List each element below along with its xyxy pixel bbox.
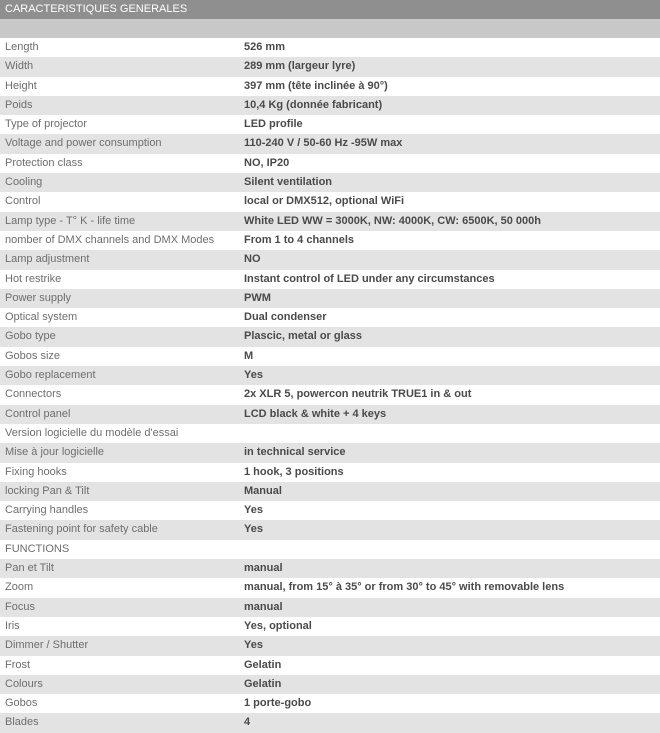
row-value: PWM — [244, 291, 271, 304]
table-row — [0, 578, 660, 597]
row-value: M — [244, 349, 254, 362]
table-row — [0, 115, 660, 134]
table-row — [0, 501, 660, 520]
table-row — [0, 598, 660, 617]
row-label: Connectors — [5, 388, 62, 401]
table-row — [0, 347, 660, 366]
table-row — [0, 636, 660, 655]
row-value: From 1 to 4 channels — [244, 233, 355, 246]
table-row — [0, 289, 660, 308]
table-row — [0, 57, 660, 76]
row-value: 1 hook, 3 positions — [244, 465, 344, 478]
table-row — [0, 308, 660, 327]
row-value: White LED WW = 3000K, NW: 4000K, CW: 6500K, 50 000h — [244, 214, 541, 227]
table-row — [0, 443, 660, 462]
row-label: Lamp type - T° K - life time — [5, 214, 136, 227]
row-label: Control — [5, 195, 41, 208]
row-label: Control panel — [5, 407, 71, 420]
table-row — [0, 212, 660, 231]
row-label: Cooling — [5, 176, 43, 189]
row-label: Voltage and power consumption — [5, 137, 162, 150]
table-row — [0, 38, 660, 57]
row-value: Gelatin — [244, 658, 282, 671]
row-label: Colours — [5, 677, 43, 690]
row-value: Yes — [244, 639, 263, 652]
table-row — [0, 250, 660, 269]
row-label: Gobo replacement — [5, 369, 96, 382]
row-value — [244, 424, 660, 443]
row-value: manual — [244, 562, 283, 575]
table-row — [0, 559, 660, 578]
row-value: 289 mm (largeur lyre) — [244, 60, 356, 73]
row-value: 4 — [244, 716, 251, 729]
table-row — [0, 134, 660, 153]
table-row — [0, 231, 660, 250]
table-row — [0, 270, 660, 289]
table-row — [0, 77, 660, 96]
row-label: Fastening point for safety cable — [5, 523, 158, 536]
table-row — [0, 405, 660, 424]
row-value: Manual — [244, 484, 282, 497]
table-row — [0, 385, 660, 404]
row-value: LCD black & white + 4 keys — [244, 407, 387, 420]
row-label: Length — [5, 41, 39, 53]
row-label: Protection class — [5, 156, 83, 169]
row-label: Height — [5, 79, 37, 92]
row-label: Fixing hooks — [5, 465, 67, 478]
row-value: Yes — [244, 369, 263, 382]
section-header: CARACTERISTIQUES GENERALES — [0, 0, 660, 19]
row-value: 397 mm (tête inclinée à 90°) — [244, 79, 388, 92]
table-row — [0, 327, 660, 346]
table-row — [0, 675, 660, 694]
table-row — [0, 96, 660, 115]
row-value: Yes, optional — [244, 619, 312, 632]
row-value — [244, 540, 660, 559]
table-row — [0, 463, 660, 482]
table-row — [0, 424, 660, 443]
row-label: Pan et Tilt — [5, 562, 54, 575]
row-label: Focus — [5, 600, 35, 613]
row-label: Gobos size — [5, 349, 61, 362]
table-row — [0, 366, 660, 385]
row-label: Gobo type — [5, 330, 56, 343]
row-label: Zoom — [5, 581, 34, 594]
row-value: in technical service — [244, 446, 346, 459]
row-value: LED profile — [244, 118, 303, 131]
row-label: Hot restrike — [5, 272, 62, 285]
table-row — [0, 656, 660, 675]
row-label: Lamp adjustment — [5, 253, 90, 266]
row-label: Blades — [5, 716, 39, 729]
row-value: local or DMX512, optional WiFi — [244, 195, 405, 208]
table-row — [0, 482, 660, 501]
row-value: NO, IP20 — [244, 156, 290, 169]
row-value: 526 mm — [244, 41, 285, 53]
row-label: locking Pan & Tilt — [5, 484, 90, 497]
row-label: nomber of DMX channels and DMX Modes — [5, 233, 215, 246]
row-value: Yes — [244, 504, 263, 517]
row-value: 10,4 Kg (donnée fabricant) — [244, 98, 383, 111]
row-value: Dual condenser — [244, 311, 327, 324]
row-label: Power supply — [5, 291, 72, 304]
row-label: Dimmer / Shutter — [5, 639, 89, 652]
row-value: 1 porte-gobo — [244, 697, 312, 710]
table-row — [0, 694, 660, 713]
table-row — [0, 173, 660, 192]
row-value: manual, from 15° à 35° or from 30° to 45° with removable lens — [244, 581, 565, 594]
row-value: Yes — [244, 523, 263, 536]
header-spacer — [0, 19, 660, 38]
table-row — [0, 713, 660, 732]
row-label: Frost — [5, 658, 31, 671]
row-value: Silent ventilation — [244, 176, 333, 189]
table-row — [0, 192, 660, 211]
table-row — [0, 154, 660, 173]
row-label: Gobos — [5, 697, 38, 710]
row-value: manual — [244, 600, 283, 613]
row-label: FUNCTIONS — [5, 542, 70, 555]
row-value: 2x XLR 5, powercon neutrik TRUE1 in & out — [244, 388, 472, 401]
row-label: Iris — [5, 619, 20, 632]
row-value: Instant control of LED under any circumstances — [244, 272, 495, 285]
table-row — [0, 617, 660, 636]
row-value: Plascic, metal or glass — [244, 330, 363, 343]
row-label: Carrying handles — [5, 504, 89, 517]
row-label: Type of projector — [5, 118, 87, 131]
row-label: Optical system — [5, 311, 78, 324]
row-label: Poids — [5, 98, 33, 111]
row-label: Version logicielle du modèle d'essai — [5, 426, 179, 439]
row-value: Gelatin — [244, 677, 282, 690]
row-value: 110-240 V / 50-60 Hz -95W max — [244, 137, 403, 150]
row-label: Mise à jour logicielle — [5, 446, 105, 459]
table-row — [0, 540, 660, 559]
table-row — [0, 520, 660, 539]
spec-table — [0, 38, 660, 733]
row-label: Width — [5, 60, 34, 73]
row-value: NO — [244, 253, 261, 266]
